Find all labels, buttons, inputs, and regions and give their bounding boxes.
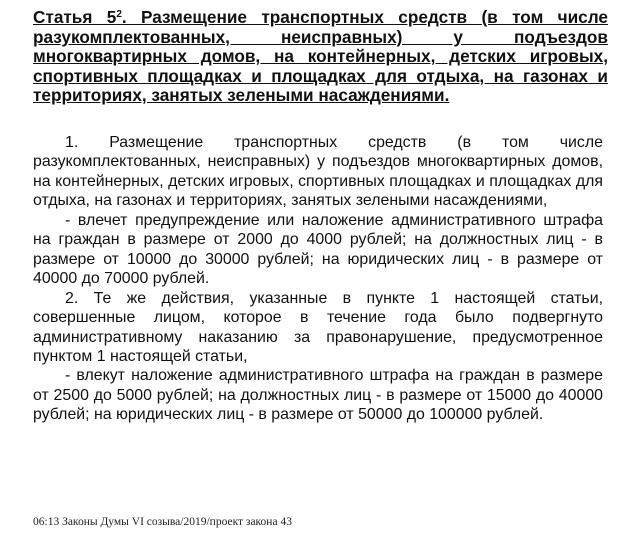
article-heading-prefix: Статья 5 <box>33 7 117 27</box>
paragraph-item-2: 2. Те же действия, указанные в пункте 1 настоящей статьи, совершенные лицом, которое в течение года было подвергнуто административному наказанию за правонарушение, предусмотренное пунктом 1 настоящей статьи, <box>33 289 603 365</box>
article-heading-superscript: 2 <box>116 9 122 20</box>
paragraph-penalty-2: - влекут наложение административного штрафа на граждан в размере от 2500 до 5000 рублей; на должностных лиц - в размере от 15000 до 40000 рублей; на юридических лиц - в размере от 50000 до 100000 рублей. <box>33 367 603 424</box>
article-heading <box>33 8 608 106</box>
paragraph-penalty-1: - влечет предупреждение или наложение административного штрафа на граждан в размере от 2000 до 4000 рублей; на должностных лиц - в размере от 10000 до 30000 рублей; на юридических лиц - в размере от 40000 до 70000 рублей. <box>33 211 603 288</box>
article-heading-text: . Размещение транспортных средств (в том числе разукомплектованных, неисправных) у подъездов многоквартирных домов, на контейнерных, детских игровых, спортивных площадках и площадках для отдыха, на газонах и территориях, занятых зелеными насаждениями. <box>33 7 608 106</box>
paragraph-item-1: 1. Размещение транспортных средств (в том числе разукомплектованных, неисправных) у подъездов многоквартирных домов, на контейнерных, детских игровых, спортивных площадках и площадках для отдыха, на газонах и территориях, занятых зелеными насаждениями, <box>33 134 603 210</box>
article-body <box>33 133 603 425</box>
footer-file-path: 06:13 Законы Думы VI созыва/2019/проект закона 43 <box>33 516 292 528</box>
